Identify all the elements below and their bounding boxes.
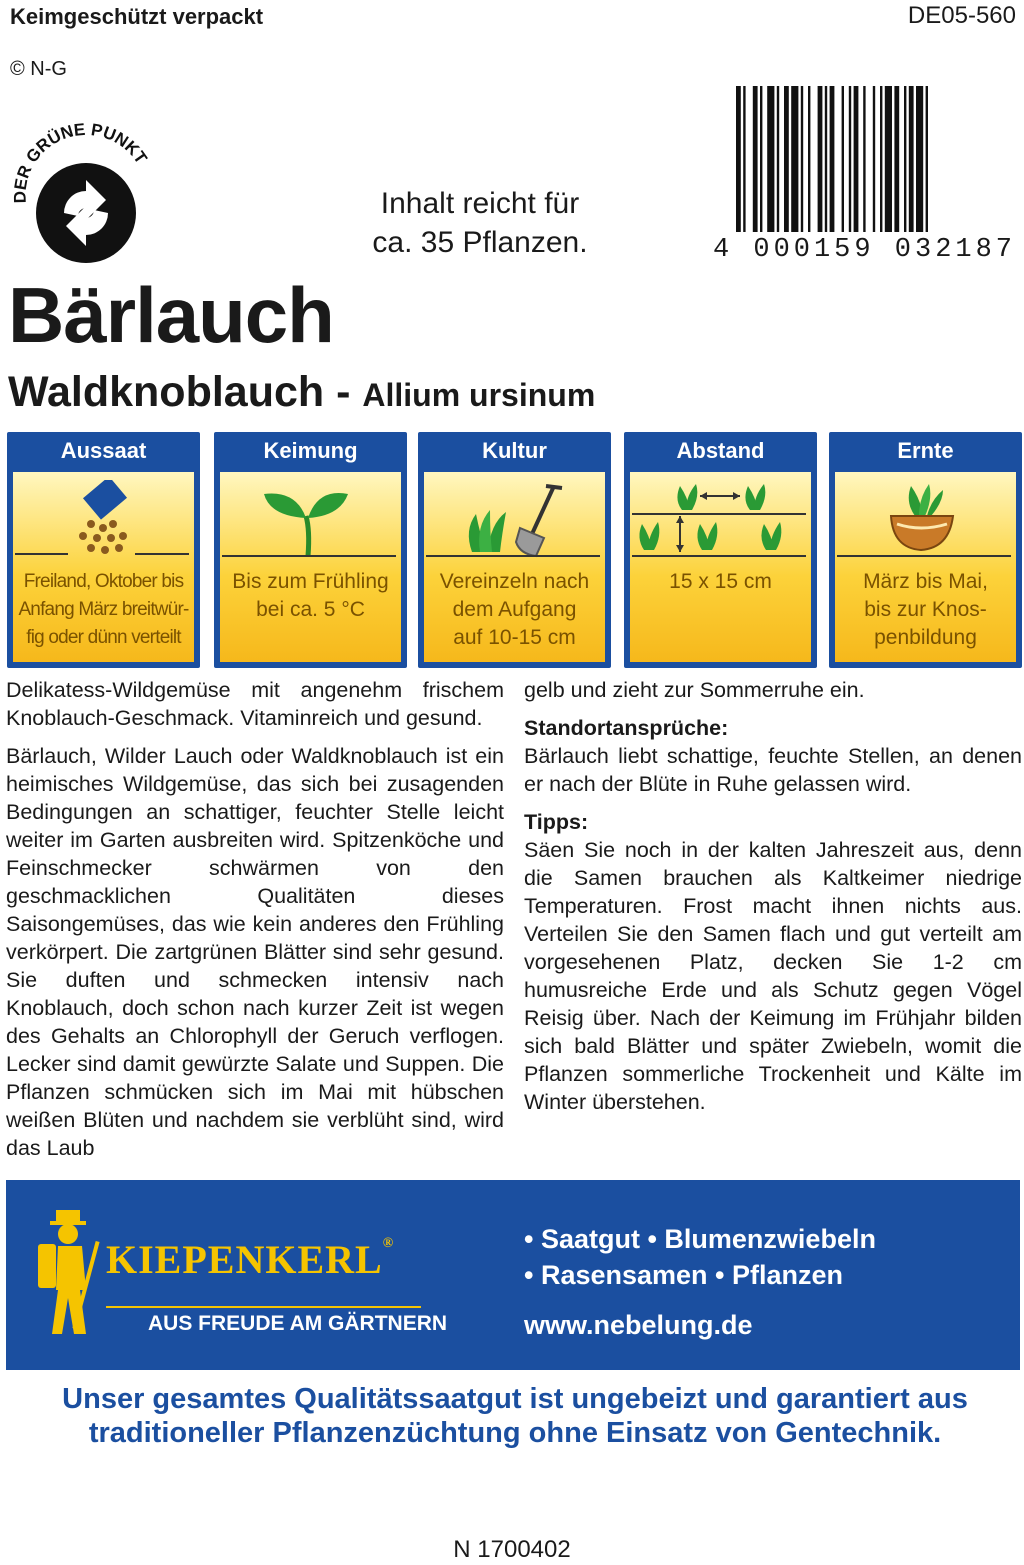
product-subtitle	[8, 368, 595, 417]
info-box-text	[220, 568, 401, 624]
info-line: bei ca. 5 °C	[256, 598, 365, 621]
info-line: penbildung	[874, 626, 977, 649]
common-name: Waldknoblauch -	[8, 368, 351, 416]
info-line: fig oder dünn verteilt	[26, 627, 181, 648]
quality-note-line: Unser gesamtes Qualitätssaatgut ist ungebeizt und garantiert aus	[62, 1383, 968, 1415]
info-box-text	[424, 568, 605, 652]
info-box-ernte	[829, 432, 1022, 668]
brand-name: KIEPENKERL	[106, 1237, 383, 1282]
info-line: März bis Mai,	[863, 570, 988, 593]
description-continuation: gelb und zieht zur Sommerruhe ein.	[524, 678, 865, 702]
product-title: Bärlauch	[8, 271, 334, 359]
info-line: auf 10-15 cm	[453, 626, 576, 649]
content-note-line: Inhalt reicht für	[380, 187, 580, 220]
info-line: Bis zum Frühling	[232, 570, 389, 593]
latin-name: Allium ursinum	[362, 377, 596, 413]
seedling-icon	[220, 480, 401, 560]
copyright-note: © N-G	[10, 58, 67, 80]
info-box-abstand	[624, 432, 817, 668]
info-box-keimung	[214, 432, 407, 668]
info-box-aussaat	[7, 432, 200, 668]
content-note-line: ca. 35 Pflanzen.	[372, 226, 588, 259]
brand-tagline: AUS FREUDE AM GÄRTNERN	[148, 1312, 448, 1335]
quality-note-line: traditioneller Pflanzenzüchtung ohne Einsatz von Gentechnik.	[88, 1417, 942, 1449]
info-line: Freiland, Oktober bis	[23, 571, 184, 592]
barcode-number: 4 000159 032187	[712, 232, 1017, 268]
care-column	[524, 676, 1022, 1126]
info-box-kultur	[418, 432, 611, 668]
info-box-title: Ernte	[897, 438, 954, 463]
info-line: bis zur Knos-	[864, 598, 987, 621]
quality-note	[20, 1382, 1010, 1450]
website-link[interactable]: www.nebelung.de	[524, 1310, 753, 1340]
standort-text: Bärlauch liebt schattige, feuchte Stellen, an denen er nach der Blüte in Ruhe gelassen wird.	[524, 744, 1022, 796]
germ-protected-label: Keimgeschützt verpackt	[10, 4, 264, 29]
info-line: dem Aufgang	[452, 598, 577, 621]
tipps-text: Säen Sie noch in der kalten Jahreszeit aus, denn die Samen brauchen als Kaltkeimer niedrige Temperaturen. Frost macht ihnen nichts aus. Verteilen Sie den Samen flach und gut verteilt am vorgesehenen Platz, decken Sie 1-2 cm humusreiche Erde und als Schutz gegen Vögel Reisig über. Nach der Keimung im Frühjahr bilden sich bald Blätter und später Zwiebeln, womit die Pflanzen sommerliche Trockenheit und Kälte im Winter überstehen.	[524, 838, 1022, 1114]
spacing-icon	[630, 480, 811, 560]
info-box-text	[630, 568, 811, 596]
product-range-line: • Rasensamen • Pflanzen	[524, 1260, 844, 1290]
print-code: N 1700402	[453, 1536, 571, 1563]
sowing-icon	[13, 480, 194, 560]
info-box-title: Abstand	[676, 438, 765, 463]
tipps-heading: Tipps:	[524, 810, 589, 834]
harvest-bowl-icon	[835, 480, 1016, 560]
info-line: Vereinzeln nach	[439, 570, 590, 593]
info-line: 15 x 15 cm	[669, 570, 772, 593]
description-intro: Delikatess-Wildgemüse mit angenehm frischem Knoblauch-Geschmack. Vitaminreich und gesund.	[6, 678, 504, 730]
info-box-title: Aussaat	[60, 438, 147, 463]
brand-divider	[106, 1306, 421, 1308]
info-box-text	[835, 568, 1016, 652]
kiepenkerl-farmer-icon	[34, 1210, 104, 1340]
info-box-text	[13, 568, 194, 652]
description-column	[6, 676, 504, 1172]
gruene-punkt-icon	[6, 118, 156, 268]
info-box-title: Kultur	[482, 438, 547, 463]
description-main: Bärlauch, Wilder Lauch oder Waldknoblauch ist ein heimisches Wildgemüse, das sich bei zusagenden Bedingungen an schattiger, feuchter Stelle leicht weiter im Garten ausbreiten wird. Spitzenköche und Feinschmecker schwärmen von den geschmacklichen Qualitäten dieses Saisongemüses, das wie kein anderes den Frühling verkörpert. Die zartgrünen Blätter sind sehr gesund. Sie duften und schmecken intensiv nach Knoblauch, doch schon nach kurzer Zeit ist wegen des Gehalts an Chlorophyll der Geruch verflogen. Lecker sind damit gewürzte Salate und Suppen. Die Pflanzen schmücken sich im Mai mit hübschen weißen Blüten und nachdem sie verblüht sind, wird das Laub	[6, 744, 504, 1160]
content-note	[350, 184, 610, 262]
product-range-line: • Saatgut • Blumenzwiebeln	[524, 1224, 876, 1254]
article-number: DE05-560	[907, 2, 1016, 29]
registered-mark: ®	[382, 1236, 395, 1251]
spade-icon	[424, 480, 605, 560]
gruene-punkt-text: DER GRÜNE PUNKT	[10, 119, 151, 204]
standort-heading: Standortansprüche:	[524, 716, 729, 740]
brand-footer	[6, 1180, 1020, 1370]
info-box-title: Keimung	[263, 438, 358, 463]
brand-logo	[106, 1236, 394, 1283]
info-line: Anfang März breitwür-	[18, 599, 189, 620]
